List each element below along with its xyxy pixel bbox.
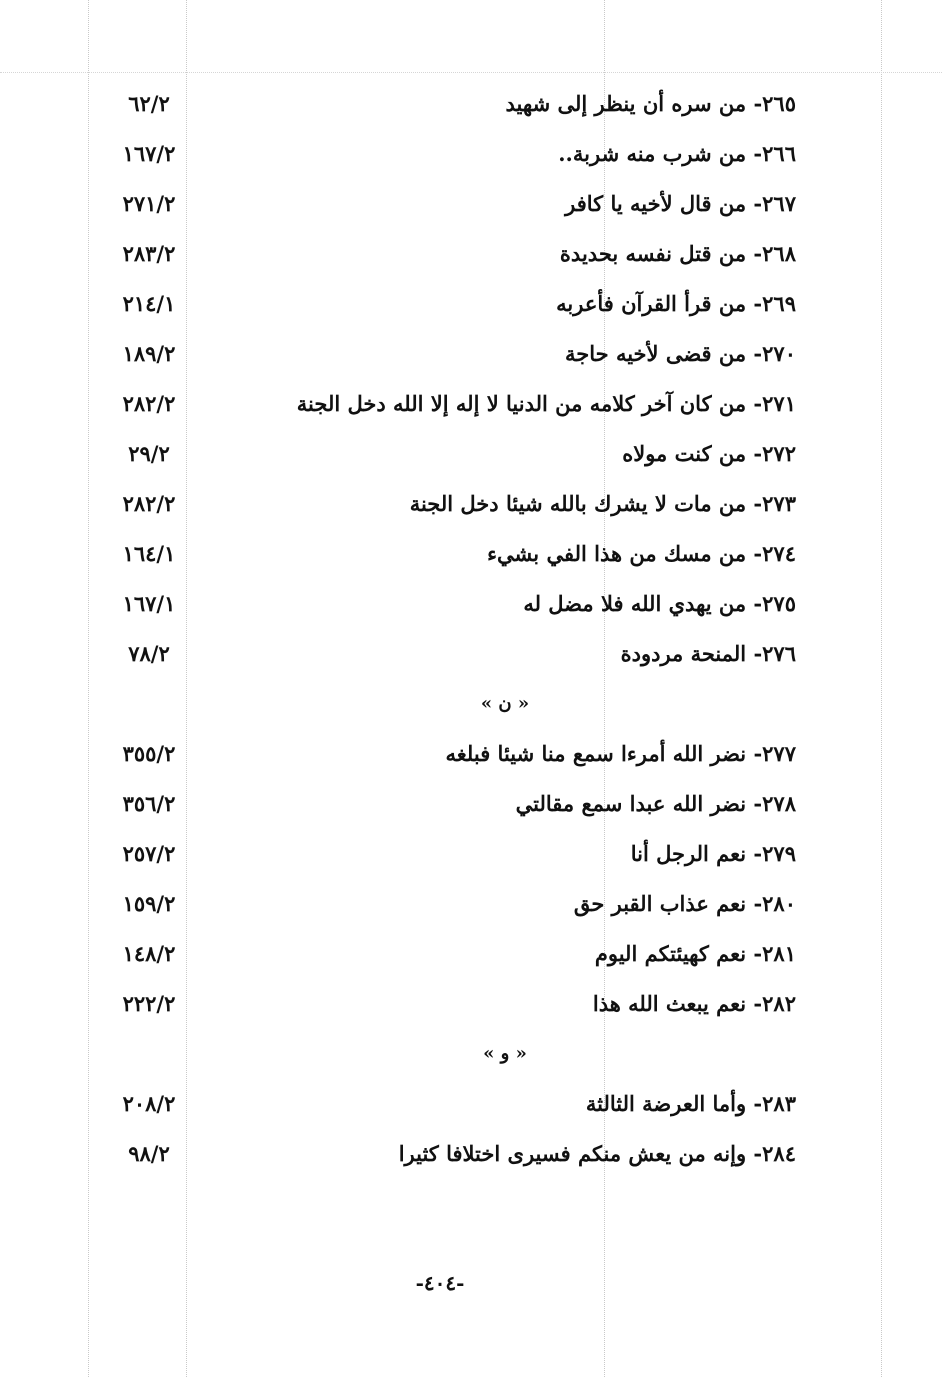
volume-page-ref: ٢٨٢/٢ [122,391,176,416]
hadith-text: ٢٨٣- وأما العرضة الثالثة [585,1091,796,1116]
hadith-text: ٢٦٨- من قتل نفسه بحديدة [559,241,796,266]
hadith-text: ٢٧٥- من يهدي الله فلا مضل له [523,591,796,616]
hadith-text: ٢٦٧- من قال لأخيه يا كافر [565,191,796,216]
hadith-text: ٢٧٠- من قضى لأخيه حاجة [565,341,796,366]
index-row [0,581,942,631]
volume-page-ref: ١٦٧/٢ [122,141,176,166]
index-row [0,531,942,581]
volume-page-ref: ٣٥٦/٢ [122,791,176,816]
hadith-text: ٢٨٤- وإنه من يعش منكم فسيرى اختلافا كثيرا [398,1141,796,1166]
index-row [0,631,942,681]
index-row [0,281,942,331]
hadith-text: ٢٧٨- نضر الله عبدا سمع مقالتي [515,791,796,816]
volume-page-ref: ١٤٨/٢ [122,941,176,966]
volume-page-ref: ٢٧١/٢ [122,191,176,216]
section-header-nun [0,681,942,731]
page-number: -٤٠٤- [415,1271,465,1295]
index-row [0,331,942,381]
index-row [0,181,942,231]
hadith-text: ٢٧١- من كان آخر كلامه من الدنيا لا إله إلا الله دخل الجنة [296,391,796,416]
volume-page-ref: ٣٥٥/٢ [122,741,176,766]
volume-page-ref: ٢٩/٢ [128,441,170,466]
volume-page-ref: ٢٠٨/٢ [122,1091,176,1116]
hadith-text: ٢٧٩- نعم الرجل أنا [630,841,796,866]
hadith-text: ٢٨٢- نعم يبعث الله هذا [592,991,796,1016]
volume-page-ref: ١٦٤/١ [122,541,176,566]
volume-page-ref: ٩٨/٢ [128,1141,170,1166]
hadith-text: ٢٧٧- نضر الله أمرءا سمع منا شيئا فبلغه [445,741,796,766]
hadith-text: ٢٦٥- من سره أن ينظر إلى شهيد [505,91,796,116]
hadith-text: ٢٧٤- من مسك من هذا الفي بشيء [487,541,796,566]
volume-page-ref: ٧٨/٢ [128,641,170,666]
index-row [0,981,942,1031]
volume-page-ref: ٢٨٣/٢ [122,241,176,266]
section-letter: « و » [483,1043,527,1064]
volume-page-ref: ٦٢/٢ [128,91,170,116]
index-entries [0,81,942,1181]
volume-page-ref: ٢٥٧/٢ [122,841,176,866]
volume-page-ref: ١٥٩/٢ [122,891,176,916]
index-row [0,231,942,281]
hadith-text: ٢٨٠- نعم عذاب القبر حق [573,891,796,916]
volume-page-ref: ١٦٧/١ [122,591,176,616]
index-row [0,731,942,781]
index-row [0,1131,942,1181]
index-row [0,381,942,431]
hadith-text: ٢٧٣- من مات لا يشرك بالله شيئا دخل الجنة [409,491,796,516]
index-row [0,931,942,981]
hadith-text: ٢٦٦- من شرب منه شربة.. [558,141,796,166]
index-row [0,781,942,831]
index-row [0,131,942,181]
hadith-text: ٢٨١- نعم كهيئتكم اليوم [594,941,796,966]
index-row [0,1081,942,1131]
hadith-text: ٢٦٩- من قرأ القرآن فأعربه [556,291,796,316]
hadith-text: ٢٧٦- المنحة مردودة [620,641,796,666]
index-row [0,81,942,131]
section-header-waw [0,1031,942,1081]
hadith-text: ٢٧٢- من كنت مولاه [622,441,796,466]
index-row [0,481,942,531]
index-row [0,431,942,481]
index-row [0,881,942,931]
guide-line-top [0,72,942,73]
section-letter: « ن » [480,693,530,714]
volume-page-ref: ١٨٩/٢ [122,341,176,366]
volume-page-ref: ٢٨٢/٢ [122,491,176,516]
volume-page-ref: ٢٢٢/٢ [122,991,176,1016]
volume-page-ref: ٢١٤/١ [122,291,176,316]
index-row [0,831,942,881]
